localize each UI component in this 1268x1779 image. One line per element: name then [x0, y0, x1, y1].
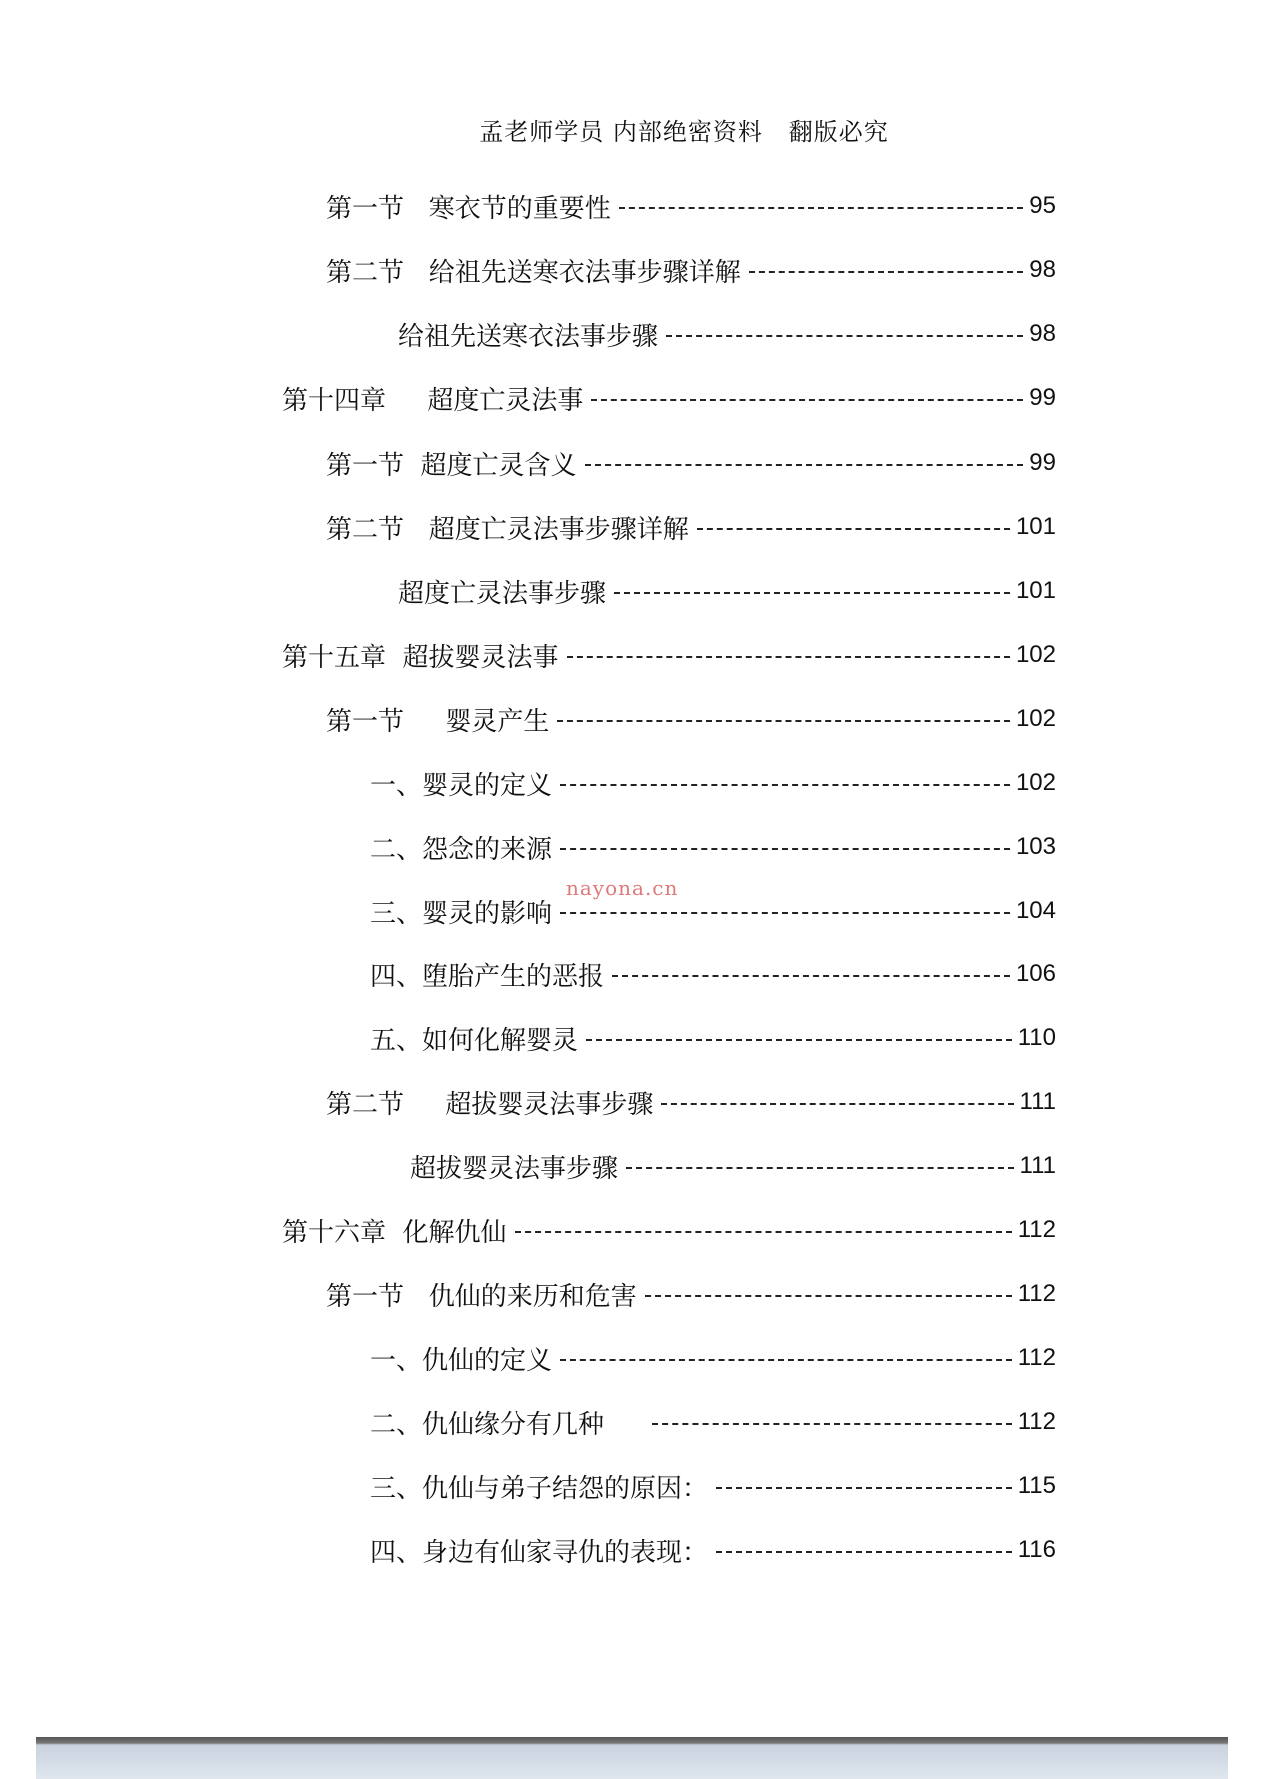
toc-entry-label: 第十六章 化解仇仙	[282, 1217, 507, 1248]
watermark-text: nayona.cn	[566, 876, 679, 900]
dot-leader	[586, 1039, 1012, 1041]
toc-entry	[370, 827, 1056, 867]
toc-entry	[398, 571, 1056, 611]
toc-entry-label: 第十五章 超拔婴灵法事	[282, 642, 559, 673]
dot-leader	[716, 1551, 1012, 1553]
toc-entry	[370, 1530, 1056, 1570]
toc-entry-page: 112	[1017, 1280, 1056, 1307]
toc-entry-label: 超度亡灵法事步骤	[398, 578, 607, 609]
toc-entry-label: 四、身边有仙家寻仇的表现：	[370, 1537, 709, 1568]
toc-entry	[370, 763, 1056, 803]
toc-entry-label: 二、怨念的来源	[370, 834, 553, 865]
toc-entry	[326, 699, 1056, 739]
toc-entry-page: 112	[1017, 1344, 1056, 1371]
dot-leader	[612, 975, 1010, 977]
toc-entry-page: 116	[1017, 1536, 1056, 1563]
dot-leader	[619, 207, 1024, 209]
dot-leader	[515, 1231, 1012, 1233]
toc-entry-page: 112	[1017, 1216, 1056, 1243]
toc-entry	[282, 1210, 1056, 1250]
toc-entry-label: 四、堕胎产生的恶报	[370, 961, 605, 992]
toc-entry-label: 第二节 超拔婴灵法事步骤	[326, 1089, 654, 1120]
toc-entry-label: 第二节 给祖先送寒衣法事步骤详解	[326, 257, 741, 288]
toc-entry-page: 98	[1029, 320, 1056, 347]
toc-entry-page: 111	[1019, 1152, 1056, 1179]
toc-entry	[326, 186, 1056, 226]
toc-entry-page: 110	[1017, 1024, 1056, 1051]
toc-entry-label: 第十四章 超度亡灵法事	[282, 385, 584, 416]
dot-leader	[591, 399, 1023, 401]
toc-entry	[370, 1018, 1056, 1058]
toc-entry-label: 三、婴灵的影响	[370, 898, 553, 929]
toc-entry	[410, 1146, 1056, 1186]
toc-entry	[370, 1402, 1056, 1442]
dot-leader	[614, 592, 1010, 594]
toc-entry-page: 98	[1029, 256, 1056, 283]
toc-entry-page: 99	[1029, 384, 1056, 411]
toc-entry-page: 115	[1017, 1472, 1056, 1499]
toc-entry-label: 超拔婴灵法事步骤	[410, 1153, 619, 1184]
dot-leader	[560, 848, 1010, 850]
dot-leader	[560, 1359, 1012, 1361]
toc-entry	[370, 954, 1056, 994]
dot-leader	[560, 912, 1010, 914]
toc-entry-page: 99	[1029, 449, 1056, 476]
toc-entry	[326, 507, 1056, 547]
toc-entry-label: 第二节 超度亡灵法事步骤详解	[326, 514, 689, 545]
toc-entry-page: 104	[1015, 897, 1056, 924]
toc-entry-page: 111	[1019, 1088, 1056, 1115]
toc-entry	[398, 314, 1056, 354]
dot-leader	[697, 528, 1010, 530]
toc-entry	[326, 1082, 1056, 1122]
scan-edge	[36, 1737, 1228, 1779]
toc-entry	[370, 1338, 1056, 1378]
dot-leader	[585, 464, 1024, 466]
toc-entry-label: 第一节 婴灵产生	[326, 706, 550, 737]
dot-leader	[666, 335, 1023, 337]
toc-entry	[282, 635, 1056, 675]
dot-leader	[716, 1487, 1012, 1489]
toc-entry-label: 一、婴灵的定义	[370, 770, 553, 801]
dot-leader	[749, 271, 1024, 273]
toc-entry-page: 101	[1015, 513, 1056, 540]
toc-entry	[370, 1466, 1056, 1506]
toc-entry-page: 102	[1015, 705, 1056, 732]
toc-entry-page: 112	[1017, 1408, 1056, 1435]
toc-entry-label: 三、仇仙与弟子结怨的原因：	[370, 1473, 709, 1504]
dot-leader	[626, 1167, 1014, 1169]
toc-entry-page: 102	[1015, 641, 1056, 668]
dot-leader	[567, 656, 1010, 658]
toc-entry-label: 一、仇仙的定义	[370, 1345, 553, 1376]
toc-entry	[326, 250, 1056, 290]
toc-entry-page: 106	[1015, 960, 1056, 987]
toc-entry-page: 102	[1015, 769, 1056, 796]
toc-entry	[326, 1274, 1056, 1314]
toc-entry-label: 二、仇仙缘分有几种	[370, 1409, 605, 1440]
dot-leader	[661, 1103, 1013, 1105]
toc-entry-label: 五、如何化解婴灵	[370, 1025, 579, 1056]
dot-leader	[652, 1423, 1012, 1425]
toc-entry-label: 第一节 仇仙的来历和危害	[326, 1281, 637, 1312]
page-header: 孟老师学员 内部绝密资料 翻版必究	[479, 118, 889, 146]
toc-entry-page: 95	[1029, 192, 1056, 219]
toc-entry-page: 101	[1015, 577, 1056, 604]
toc-entry	[282, 378, 1056, 418]
dot-leader	[557, 720, 1010, 722]
toc-entry-label: 给祖先送寒衣法事步骤	[398, 321, 659, 352]
toc-entry-page: 103	[1015, 833, 1056, 860]
toc-entry	[326, 443, 1056, 483]
dot-leader	[645, 1295, 1012, 1297]
dot-leader	[560, 784, 1010, 786]
toc-entry-label: 第一节 超度亡灵含义	[326, 450, 577, 481]
toc-entry	[370, 891, 1056, 931]
toc-entry-label: 第一节 寒衣节的重要性	[326, 193, 611, 224]
